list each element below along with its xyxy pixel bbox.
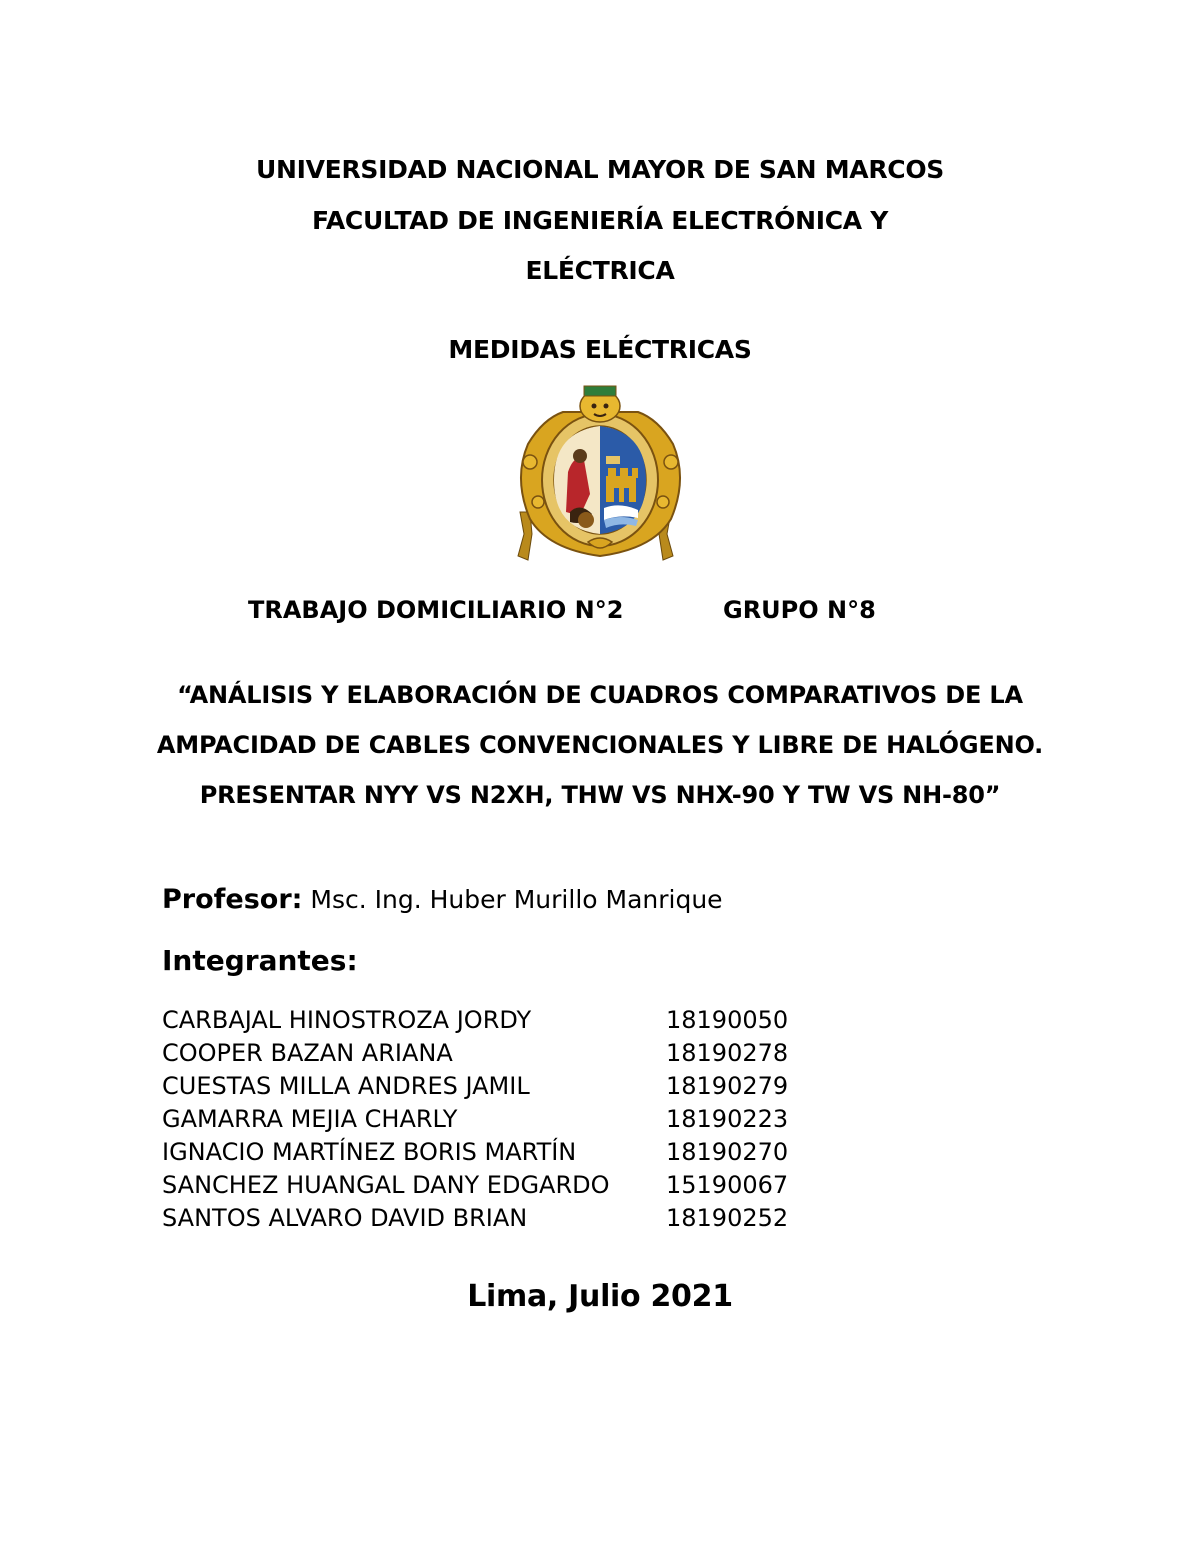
professor-line [162, 884, 723, 915]
list-item [162, 1006, 862, 1039]
members-label: Integrantes: [162, 944, 358, 977]
member-code: 18190252 [666, 1204, 789, 1232]
member-name: SANCHEZ HUANGAL DANY EDGARDO [162, 1171, 610, 1199]
list-item [162, 1171, 862, 1204]
faculty-name-line2: ELÉCTRICA [525, 256, 675, 285]
member-name: CARBAJAL HINOSTROZA JORDY [162, 1006, 532, 1034]
list-item [162, 1072, 862, 1105]
assignment-number: TRABAJO DOMICILIARIO N°2 [248, 596, 624, 624]
member-code: 18190270 [666, 1138, 789, 1166]
place-date: Lima, Julio 2021 [467, 1279, 733, 1314]
member-name: SANTOS ALVARO DAVID BRIAN [162, 1204, 528, 1232]
member-name: GAMARRA MEJIA CHARLY [162, 1105, 458, 1133]
member-code: 18190223 [666, 1105, 789, 1133]
member-code: 15190067 [666, 1171, 789, 1199]
member-name: CUESTAS MILLA ANDRES JAMIL [162, 1072, 530, 1100]
group-number: GRUPO N°8 [723, 596, 876, 624]
university-crest-icon [508, 384, 693, 562]
list-item [162, 1204, 862, 1237]
member-code: 18190279 [666, 1072, 789, 1100]
list-item [162, 1138, 862, 1171]
member-name: COOPER BAZAN ARIANA [162, 1039, 453, 1067]
university-name: UNIVERSIDAD NACIONAL MAYOR DE SAN MARCOS [256, 155, 944, 184]
list-item [162, 1039, 862, 1072]
list-item [162, 1105, 862, 1138]
title-line3: PRESENTAR NYY VS N2XH, THW VS NHX-90 Y TW VS NH-80” [199, 781, 1001, 809]
title-line1: “ANÁLISIS Y ELABORACIÓN DE CUADROS COMPARATIVOS DE LA [177, 681, 1023, 709]
member-code: 18190050 [666, 1006, 789, 1034]
members-list [162, 1006, 862, 1237]
member-name: IGNACIO MARTÍNEZ BORIS MARTÍN [162, 1138, 577, 1166]
member-code: 18190278 [666, 1039, 789, 1067]
course-name: MEDIDAS ELÉCTRICAS [448, 335, 752, 364]
professor-label: Profesor: [162, 884, 303, 915]
title-line2: AMPACIDAD DE CABLES CONVENCIONALES Y LIBRE DE HALÓGENO. [156, 731, 1044, 759]
faculty-name-line1: FACULTAD DE INGENIERÍA ELECTRÓNICA Y [311, 206, 889, 235]
professor-name: Msc. Ing. Huber Murillo Manrique [310, 885, 723, 914]
